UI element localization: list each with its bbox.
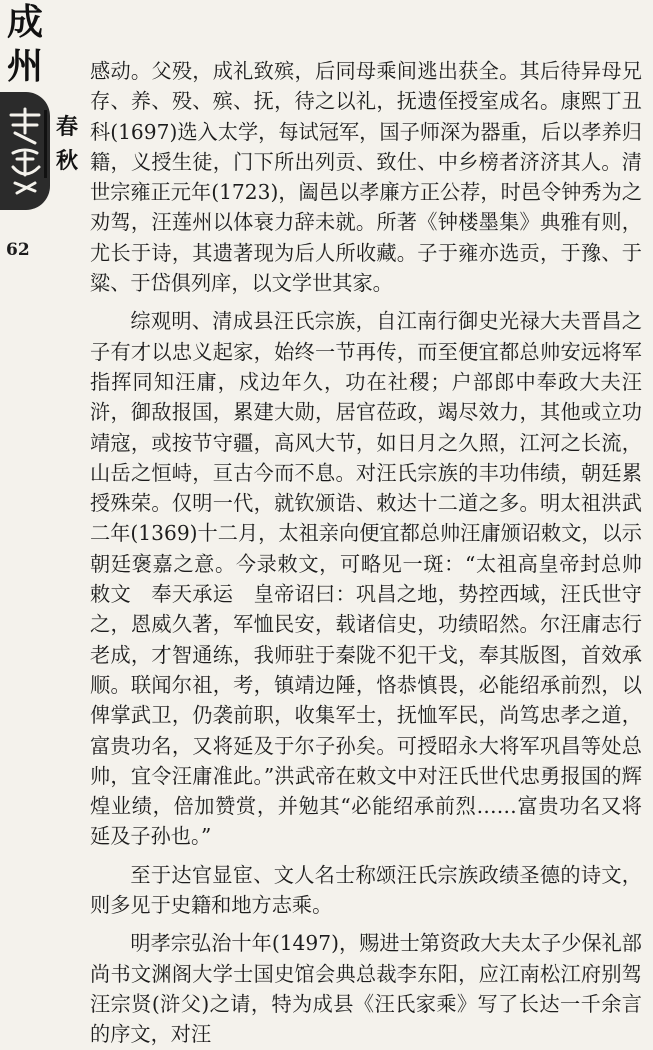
section-char: 春 <box>55 114 78 140</box>
paragraph: 至于达官显宦、文人名士称颂汪氏宗族政绩圣德的诗文，则多见于史籍和地方志乘。 <box>90 862 642 918</box>
book-title-char: 成 <box>6 1 43 43</box>
paragraph: 明孝宗弘治十年(1497)，赐进士第资政大夫太子少保礼部尚书文渊阁大学士国史馆会典总裁李东阳，应江南松江府别驾汪宗贤(浒父)之请，特为成县《汪氏家乘》写了长达一千余言的序文，对汪 <box>90 931 642 1047</box>
book-title-char: 州 <box>6 45 43 87</box>
paragraph: 综观明、清成县汪氏宗族，自江南行御史光禄大夫晋昌之子有才以忠义起家，始终一节再传，而至便宜都总帅安远将军指挥同知汪庸，戍边年久，功在社稷；户部郎中奉政大夫汪浒，御敌报国，累建大勋，居官莅政，竭尽效力，其他或立功靖寇，或按节守疆，高风大节，如日月之久照，江河之长流，山岳之恒峙，亘古今而不息。对汪氏宗族的丰功伟绩，朝廷累授殊荣。仅明一代，就钦颁诰、敕达十二道之多。明太祖洪武二年(1369)十二月，太祖亲向便宜都总帅汪庸颁诏敕文，以示朝廷褒嘉之意。今录敕文，可略见一斑：“太祖高皇帝封总帅敕文 奉天承运 皇帝诏曰：巩昌之地，势控西域，汪氏世守之，恩威久著，军恤民安，载诸信史，功绩昭然。尔汪庸志行老成，才智通练，我师驻于秦陇不犯干戈，奉其版图，首效承顺。联闻尔祖，考，镇靖边陲，恪恭慎畏，必能绍承前烈，以俾掌武卫，仍袭前职，收集军士，抚恤军民，尚笃忠孝之道，富贵功名，又将延及于尔子孙矣。可授昭永大将军巩昌等处总帅，宜令汪庸准此。”洪武帝在敕文中对汪氏世代忠勇报国的辉煌业绩，倍加赞赏，并勉其“必能绍承前烈……富贵功名又将延及子孙也。” <box>90 309 642 849</box>
body-text <box>90 56 642 1050</box>
calligraphy-seal-icon <box>3 103 47 199</box>
section-tab <box>44 110 83 178</box>
book-title <box>0 0 50 88</box>
paragraph: 感动。父殁，成礼致殡，后同母乘间逃出获全。其后待异母兄存、养、殁、殡、抚，待之以礼，抚遗侄授室成名。康熙丁丑科(1697)选入太学，每试冠军，国子师深为器重，后以孝养归籍，义授生徒，门下所出列贡、致仕、中乡榜者济济其人。清世宗雍正元年(1723)，阖邑以孝廉方正公荐，时邑令钟秀为之劝驾，汪莲州以体衰力辞未就。所著《钟楼墨集》典雅有则，尤长于诗，其遗著现为后人所收藏。子于雍亦选贡，于豫、于粱、于岱俱列庠，以文学世其家。 <box>90 59 642 296</box>
calligraphy-seal <box>0 92 50 210</box>
section-char: 秋 <box>55 148 78 174</box>
page-sidebar <box>0 0 78 909</box>
page-number: 62 <box>6 240 30 260</box>
